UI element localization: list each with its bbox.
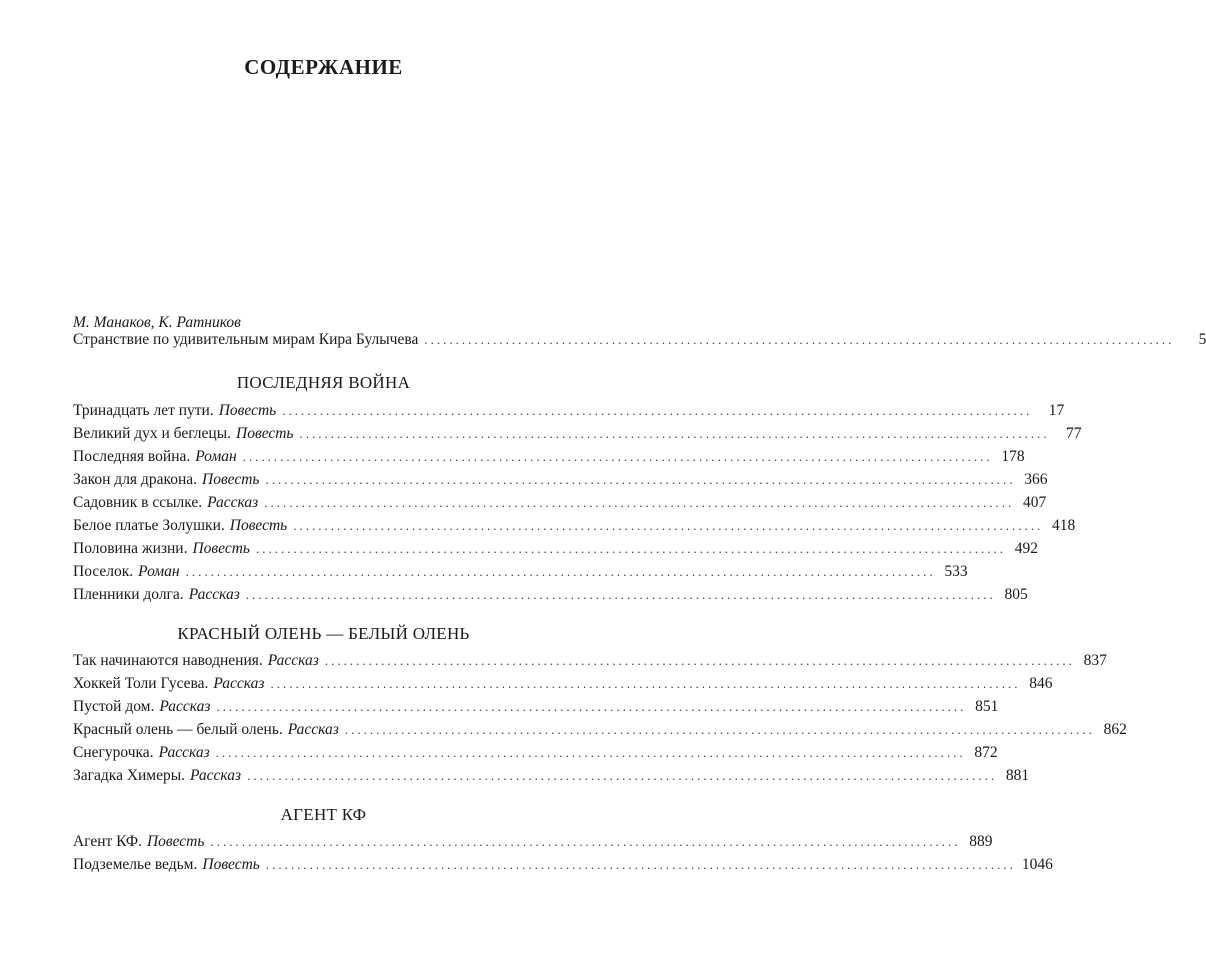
toc-entry[interactable] <box>73 586 1028 608</box>
entry-genre: Рассказ <box>158 744 210 761</box>
toc-entry[interactable] <box>73 471 1048 493</box>
toc-entry[interactable] <box>73 675 1053 697</box>
leader-dots: ........................................................................................................................ <box>245 587 996 602</box>
page-number: 17 <box>1048 402 1065 419</box>
page-number: 881 <box>1005 767 1030 784</box>
entry-genre: Роман <box>138 563 180 580</box>
leader-dots: ........................................................................................................................ <box>265 857 1016 872</box>
leader-dots: ........................................................................................................................ <box>264 495 1015 510</box>
leader-dots: ........................................................................................................................ <box>210 834 961 849</box>
entry-title: Половина жизни. <box>73 540 188 557</box>
page-number: 492 <box>1014 540 1038 557</box>
section-heading: ПОСЛЕДНЯЯ ВОЙНА <box>236 373 411 392</box>
toc-entry[interactable] <box>73 833 993 855</box>
page-number: 366 <box>1024 471 1048 488</box>
page-number: 418 <box>1051 517 1076 534</box>
leader-dots: ........................................................................................................................ <box>293 518 1044 533</box>
page-number: 837 <box>1083 652 1107 669</box>
toc-entry[interactable] <box>73 448 1025 470</box>
entry-title: Великий дух и беглецы. <box>73 425 232 442</box>
page-number: 889 <box>969 833 993 850</box>
entry-title: Закон для дракона. <box>73 471 197 488</box>
toc-entry[interactable] <box>73 494 1047 516</box>
leader-dots: ........................................................................................................................ <box>324 653 1075 668</box>
entry-genre: Повесть <box>202 471 260 488</box>
toc-entry[interactable] <box>73 425 1082 447</box>
entry-genre: Роман <box>195 448 237 465</box>
entry-title: Красный олень — белый олень. <box>73 721 283 738</box>
toc-entry[interactable] <box>73 540 1038 562</box>
toc-entry[interactable] <box>73 517 1076 539</box>
entry-title: Последняя война. <box>73 448 191 465</box>
entry-genre: Рассказ <box>287 721 339 738</box>
page-number: 407 <box>1022 494 1047 511</box>
section-heading: КРАСНЫЙ ОЛЕНЬ — БЕЛЫЙ ОЛЕНЬ <box>177 624 470 643</box>
page-number: 1046 <box>1021 856 1053 873</box>
entry-title: Садовник в ссылке. <box>73 494 203 511</box>
page-number: 872 <box>974 744 998 761</box>
leader-dots: ........................................................................................................................ <box>185 564 936 579</box>
leader-dots: ........................................................................................................................ <box>424 332 1175 347</box>
page-number: 77 <box>1066 425 1082 442</box>
page-number: 5 <box>1198 331 1206 348</box>
leader-dots: ........................................................................................................................ <box>247 768 998 783</box>
entry-title: Загадка Химеры. <box>73 767 186 784</box>
page-number: 846 <box>1029 675 1053 692</box>
leader-dots: ........................................................................................................................ <box>299 426 1050 441</box>
intro-authors: М. Манаков, К. Ратников <box>73 314 241 331</box>
entry-genre: Рассказ <box>213 675 265 692</box>
entry-title: Тринадцать лет пути. <box>73 402 214 419</box>
leader-dots: ........................................................................................................................ <box>270 676 1021 691</box>
entry-genre: Повесть <box>202 856 260 873</box>
page-number: 533 <box>944 563 968 580</box>
leader-dots: ........................................................................................................................ <box>265 472 1016 487</box>
entry-title: Так начинаются наводнения. <box>73 652 263 669</box>
page-number: 851 <box>975 698 999 715</box>
toc-entry-intro[interactable] <box>73 331 1206 353</box>
page-title: СОДЕРЖАНИЕ <box>244 55 403 79</box>
page-number: 805 <box>1004 586 1028 603</box>
page-number: 862 <box>1103 721 1127 738</box>
entry-genre: Повесть <box>218 402 277 419</box>
entry-genre: Повесть <box>192 540 250 557</box>
toc-entry[interactable] <box>73 402 1065 424</box>
entry-title: Пленники долга. <box>73 586 184 603</box>
entry-genre: Рассказ <box>159 698 211 715</box>
toc-entry[interactable] <box>73 767 1030 789</box>
entry-title: Пустой дом. <box>73 698 155 715</box>
page-number: 178 <box>1001 448 1025 465</box>
toc-entry[interactable] <box>73 856 1053 878</box>
section-heading: АГЕНТ КФ <box>280 805 367 824</box>
entry-title: Снегурочка. <box>73 744 154 761</box>
entry-genre: Повесть <box>236 425 294 442</box>
toc-entry[interactable] <box>73 698 999 720</box>
entry-genre: Рассказ <box>190 767 242 784</box>
entry-title: Странствие по удивительным мирам Кира Булычева <box>73 331 419 348</box>
toc-entry[interactable] <box>73 563 968 585</box>
leader-dots: ........................................................................................................................ <box>344 722 1095 737</box>
entry-genre: Повесть <box>229 517 288 534</box>
entry-title: Поселок. <box>73 563 134 580</box>
leader-dots: ........................................................................................................................ <box>242 449 993 464</box>
leader-dots: ........................................................................................................................ <box>255 541 1006 556</box>
entry-genre: Повесть <box>146 833 205 850</box>
leader-dots: ........................................................................................................................ <box>216 699 967 714</box>
entry-genre: Рассказ <box>207 494 259 511</box>
entry-genre: Рассказ <box>267 652 319 669</box>
entry-title: Подземелье ведьм. <box>73 856 198 873</box>
entry-title: Агент КФ. <box>73 833 142 850</box>
entry-genre: Рассказ <box>188 586 240 603</box>
toc-entry[interactable] <box>73 721 1127 743</box>
leader-dots: ........................................................................................................................ <box>282 403 1033 418</box>
toc-entry[interactable] <box>73 744 998 766</box>
entry-title: Хоккей Толи Гусева. <box>73 675 209 692</box>
entry-title: Белое платье Золушки. <box>73 517 225 534</box>
toc-entry[interactable] <box>73 652 1107 674</box>
leader-dots: ........................................................................................................................ <box>215 745 966 760</box>
